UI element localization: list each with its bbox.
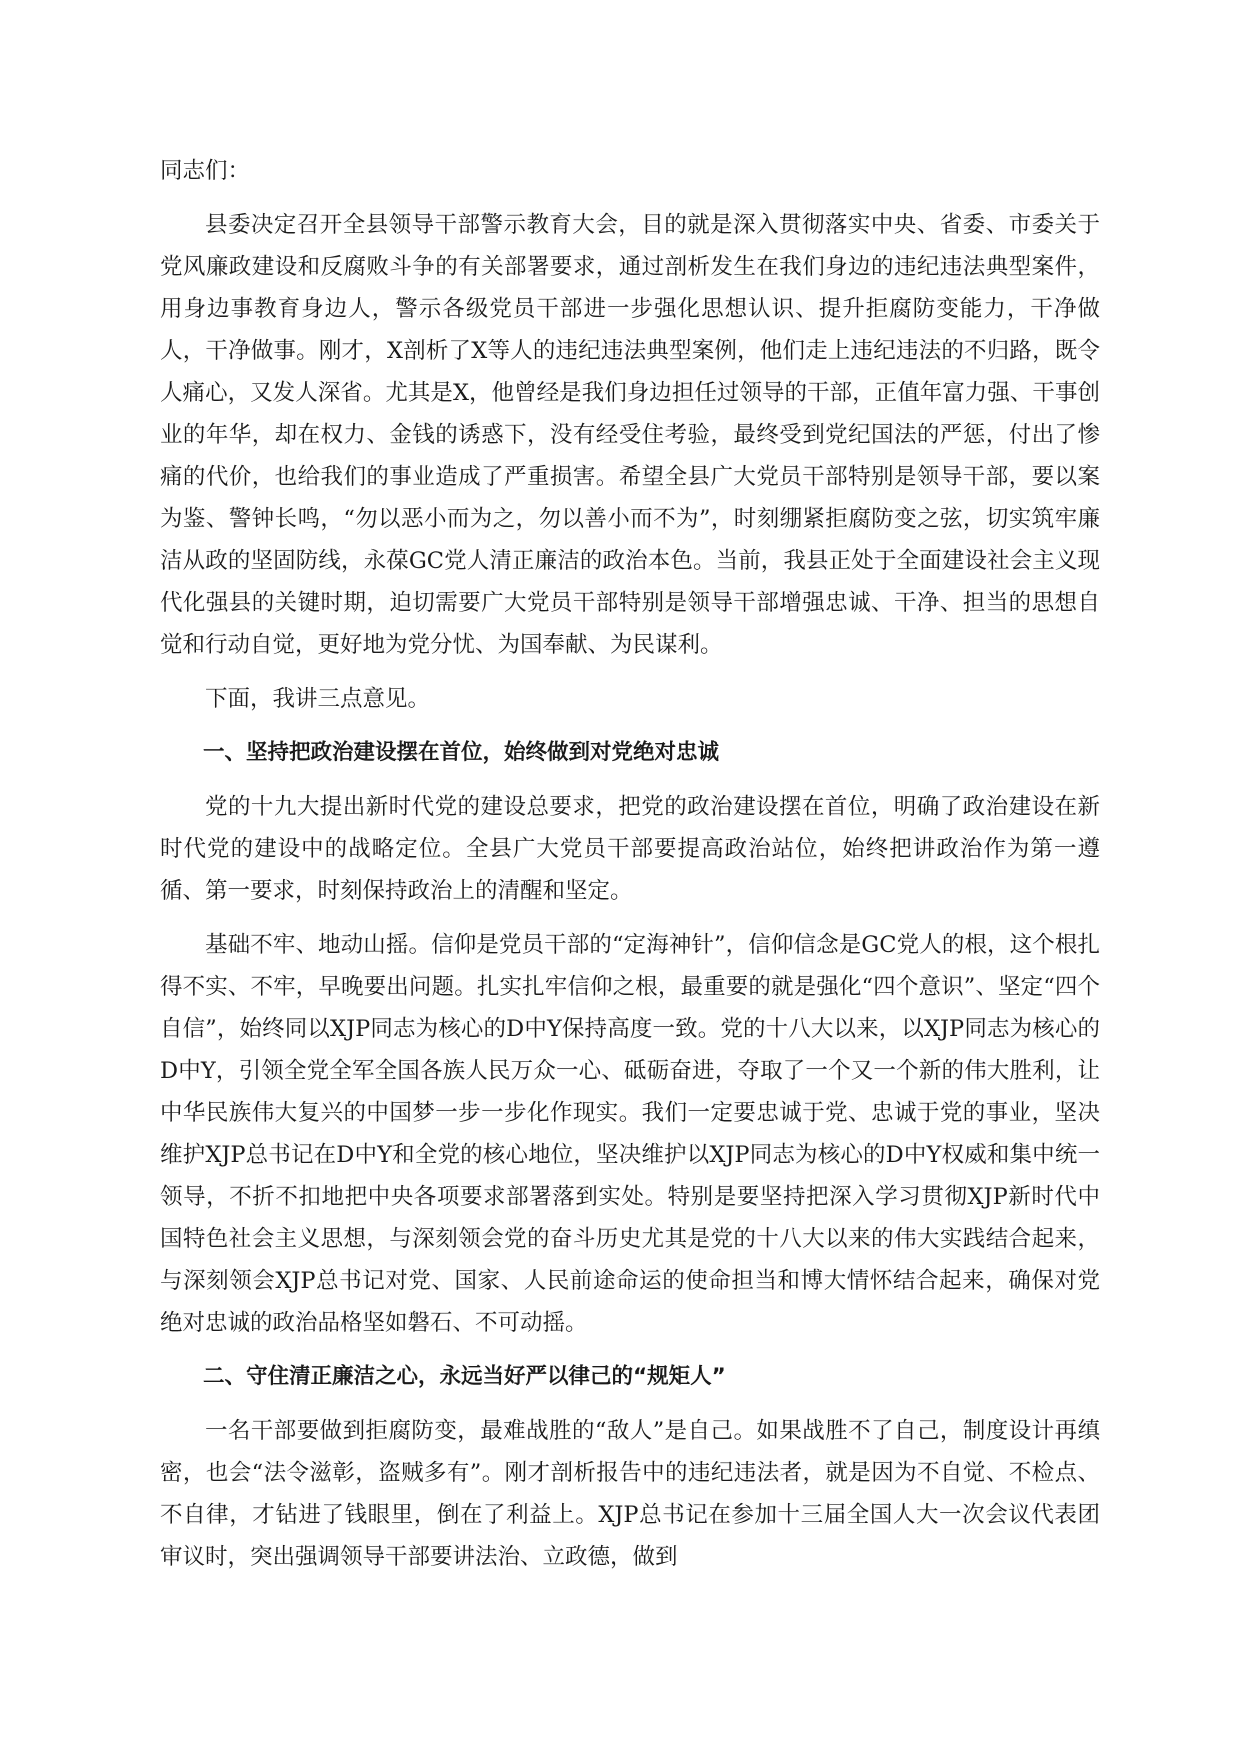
section-1-heading: 一、坚持把政治建设摆在首位，始终做到对党绝对忠诚 — [203, 740, 720, 765]
section-1-paragraph-2: 基础不牢、地动山摇。信仰是党员干部的“定海神针”，信仰信念是GC党人的根，这个根扎得不实、不牢，早晚要出问题。扎实扎牢信仰之根，最重要的就是强化“四个意识”、坚定“四个自信”，始终同以XJP同志为核心的D中Y保持高度一致。党的十八大以来，以XJP同志为核心的D中Y，引领全党全军全国各族人民万众一心、砥砺奋进，夺取了一个又一个新的伟大胜利，让中华民族伟大复兴的中国梦一步一步化作现实。我们一定要忠诚于党、忠诚于党的事业，坚决维护XJP总书记在D中Y和全党的核心地位，坚决维护以XJP同志为核心的D中Y权威和集中统一领导，不折不扣地把中央各项要求部署落到实处。特别是要坚持把深入学习贯彻XJP新时代中国特色社会主义思想，与深刻领会党的奋斗历史尤其是党的十八大以来的伟大实践结合起来，与深刻领会XJP总书记对党、国家、人民前途命运的使命担当和博大情怀结合起来，确保对党绝对忠诚的政治品格坚如磐石、不可动摇。 — [160, 932, 1100, 1336]
salutation: 同志们： — [160, 158, 251, 184]
section-1-paragraph-1: 党的十九大提出新时代党的建设总要求，把党的政治建设摆在首位，明确了政治建设在新时代党的建设中的战略定位。全县广大党员干部要提高政治站位，始终把讲政治作为第一遵循、第一要求，时刻保持政治上的清醒和坚定。 — [160, 794, 1100, 904]
document-page — [160, 150, 1100, 1590]
intro-paragraph: 县委决定召开全县领导干部警示教育大会，目的就是深入贯彻落实中央、省委、市委关于党风廉政建设和反腐败斗争的有关部署要求，通过剖析发生在我们身边的违纪违法典型案件，用身边事教育身边人，警示各级党员干部进一步强化思想认识、提升拒腐防变能力，干净做人，干净做事。刚才，X剖析了X等人的违纪违法典型案例，他们走上违纪违法的不归路，既令人痛心，又发人深省。尤其是X，他曾经是我们身边担任过领导的干部，正值年富力强、干事创业的年华，却在权力、金钱的诱惑下，没有经受住考验，最终受到党纪国法的严惩，付出了惨痛的代价，也给我们的事业造成了严重损害。希望全县广大党员干部特别是领导干部，要以案为鉴、警钟长鸣，“勿以恶小而为之，勿以善小而不为”，时刻绷紧拒腐防变之弦，切实筑牢廉洁从政的坚固防线，永葆GC党人清正廉洁的政治本色。当前，我县正处于全面建设社会主义现代化强县的关键时期，迫切需要广大党员干部特别是领导干部增强忠诚、干净、担当的思想自觉和行动自觉，更好地为党分忧、为国奉献、为民谋利。 — [160, 212, 1100, 658]
transition-paragraph: 下面，我讲三点意见。 — [205, 686, 431, 712]
section-2-paragraph-1: 一名干部要做到拒腐防变，最难战胜的“敌人”是自己。如果战胜不了自己，制度设计再缜密，也会“法令滋彰，盗贼多有”。刚才剖析报告中的违纪违法者，就是因为不自觉、不检点、不自律，才钻进了钱眼里，倒在了利益上。XJP总书记在参加十三届全国人大一次会议代表团审议时，突出强调领导干部要讲法治、立政德，做到 — [160, 1418, 1100, 1570]
section-2-heading: 二、守住清正廉洁之心，永远当好严以律己的“规矩人” — [203, 1364, 726, 1389]
